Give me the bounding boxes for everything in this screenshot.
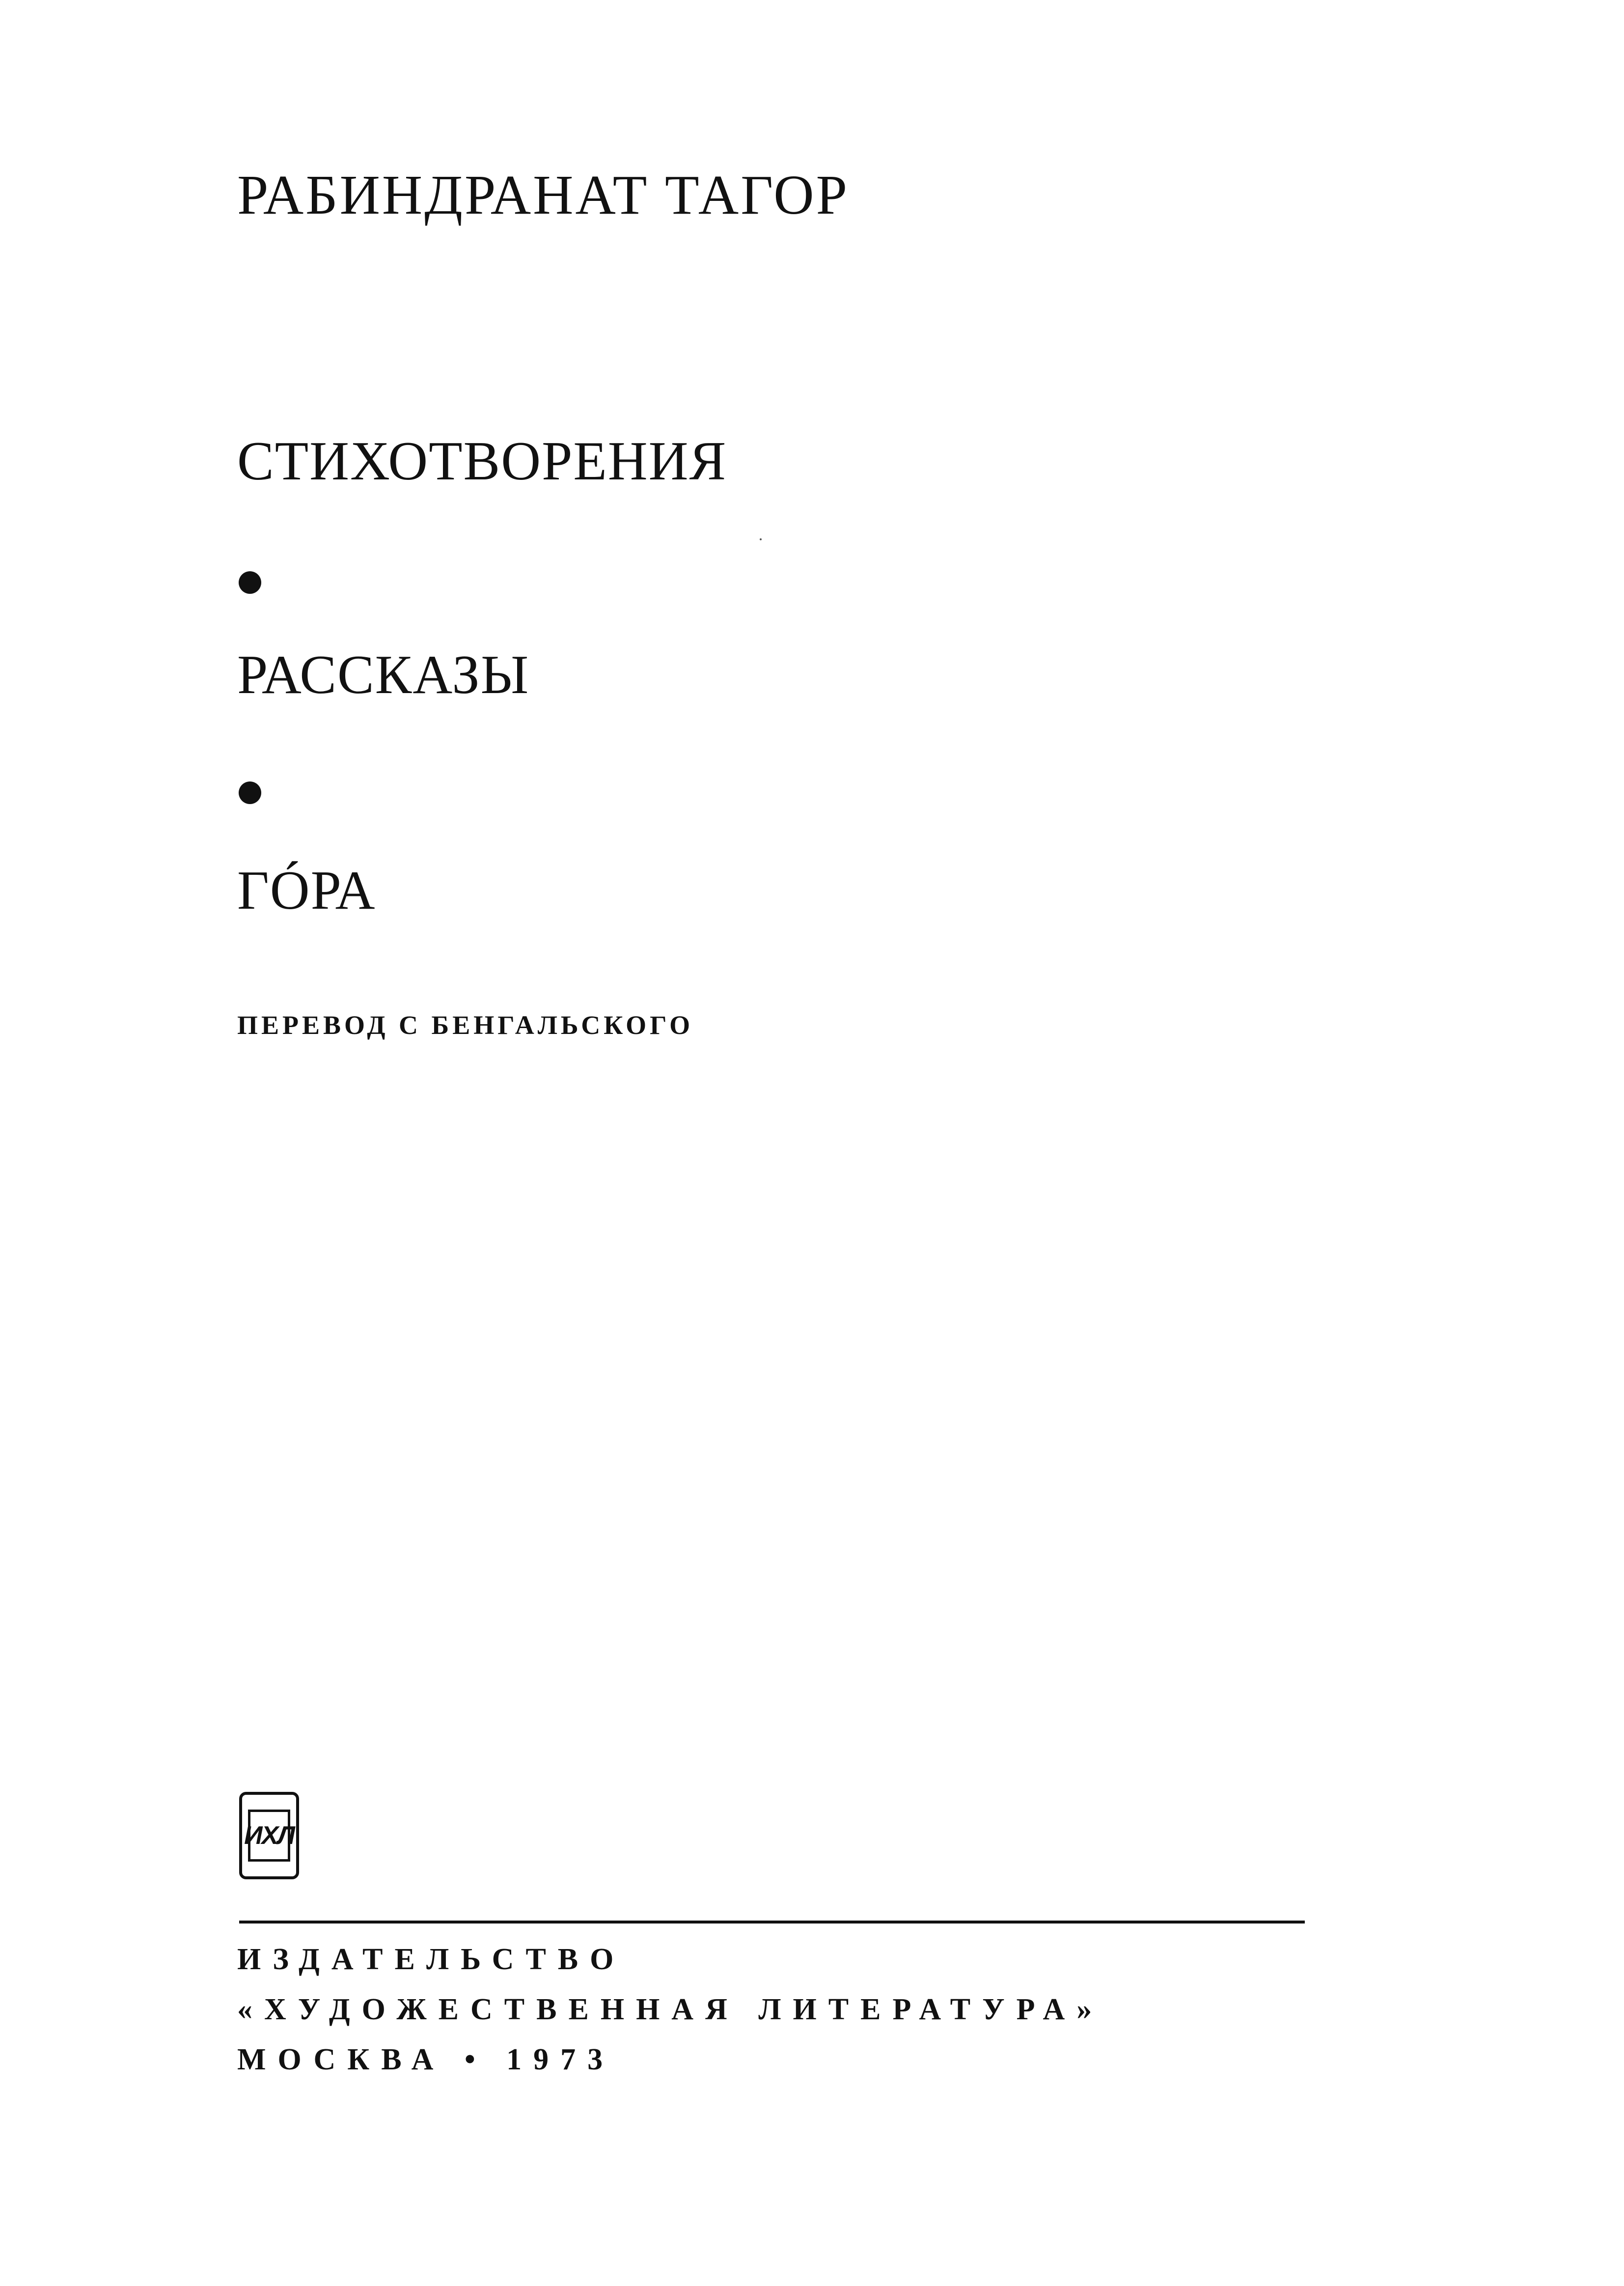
bullet-icon: [239, 781, 261, 804]
work-title-gora: ГÓРА: [237, 860, 376, 921]
publisher-logo-icon: [239, 1792, 299, 1879]
divider-rule: [239, 1921, 1305, 1924]
work-title-poems: СТИХОТВОРЕНИЯ: [237, 431, 727, 492]
publisher-logo-text: ИХЛ: [244, 1821, 294, 1850]
bullet-icon: [239, 571, 261, 594]
print-speck: [760, 538, 762, 540]
author-name: РАБИНДРАНАТ ТАГОР: [237, 164, 850, 226]
translation-note: ПЕРЕВОД С БЕНГАЛЬСКОГО: [237, 1010, 694, 1040]
publisher-line-1: ИЗДАТЕЛЬСТВО: [237, 1943, 626, 1976]
publisher-logo-frame: [244, 1810, 294, 1862]
publisher-line-3: МОСКВА • 1973: [237, 2043, 615, 2076]
work-title-stories: РАССКАЗЫ: [237, 644, 530, 705]
publisher-line-2: «ХУДОЖЕСТВЕННАЯ ЛИТЕРАТУРА»: [237, 1993, 1104, 2026]
